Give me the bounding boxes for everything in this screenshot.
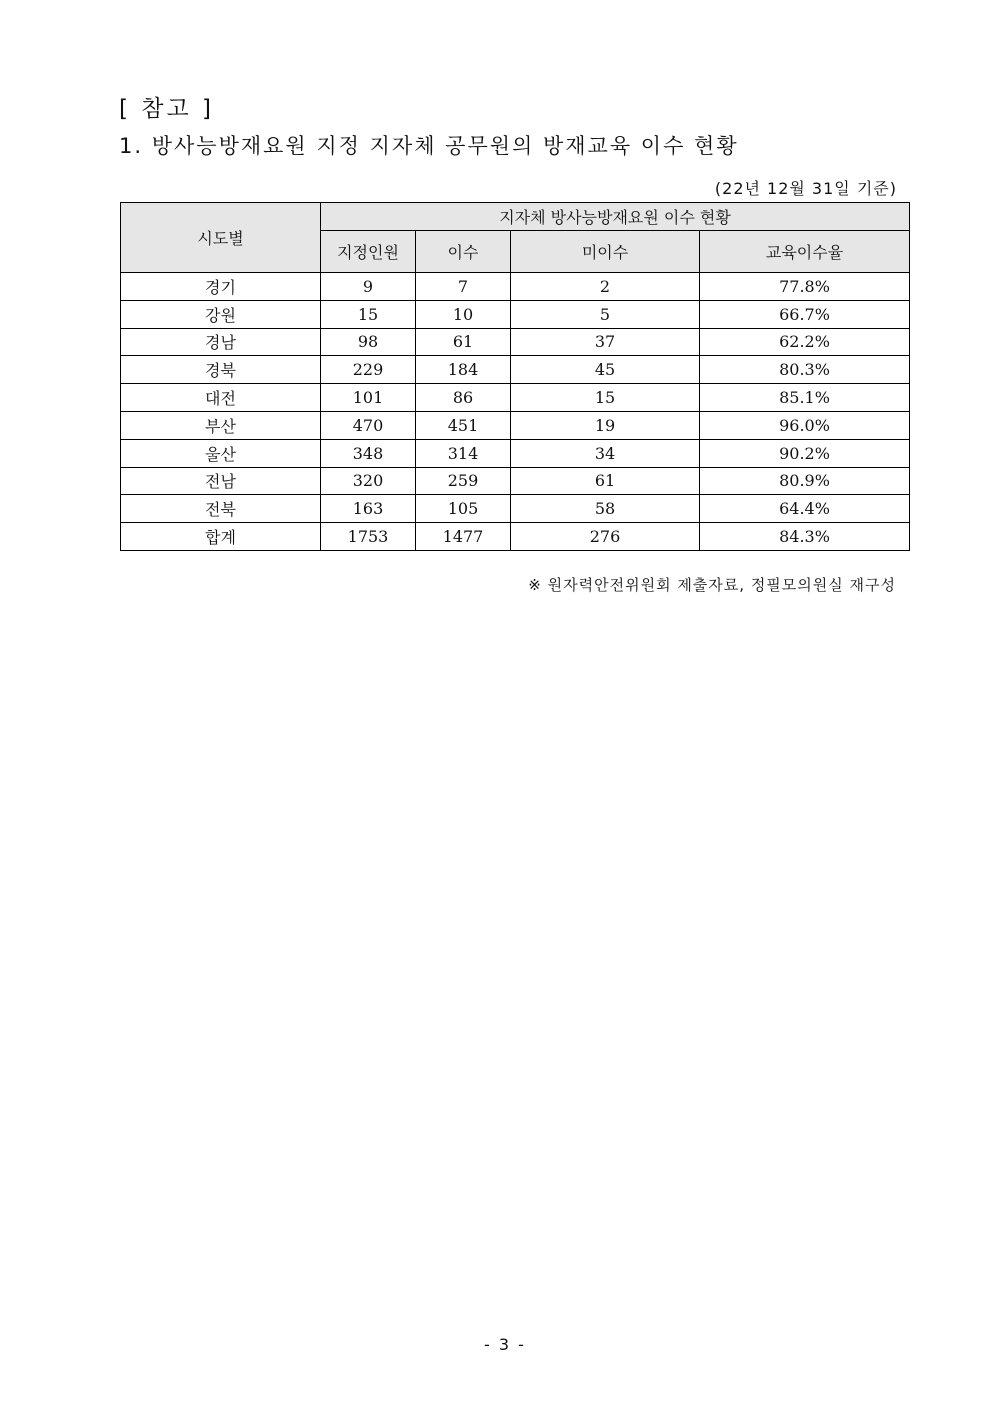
region-cell: 전남: [121, 467, 321, 495]
column-header-rate: 교육이수율: [700, 231, 910, 273]
completed-cell: 1477: [416, 523, 511, 551]
table-row: [121, 439, 910, 467]
rate-cell: 84.3%: [700, 523, 910, 551]
region-cell: 합계: [121, 523, 321, 551]
completed-cell: 61: [416, 328, 511, 356]
completed-cell: 105: [416, 495, 511, 523]
basis-date-note: (22년 12월 31일 기준): [714, 179, 897, 198]
completed-cell: 86: [416, 384, 511, 412]
not-completed-cell: 2: [511, 273, 700, 301]
region-cell: 경기: [121, 273, 321, 301]
region-cell: 울산: [121, 439, 321, 467]
table-row: [121, 467, 910, 495]
page-number: - 3 -: [484, 1335, 526, 1354]
region-cell: 부산: [121, 411, 321, 439]
rate-cell: 80.3%: [700, 356, 910, 384]
designated-cell: 9: [321, 273, 416, 301]
section-label: [ 참고 ]: [119, 96, 215, 122]
not-completed-cell: 15: [511, 384, 700, 412]
source-note: ※ 원자력안전위원회 제출자료, 정필모의원실 재구성: [528, 576, 896, 594]
not-completed-cell: 276: [511, 523, 700, 551]
rate-cell: 96.0%: [700, 411, 910, 439]
designated-cell: 229: [321, 356, 416, 384]
region-cell: 강원: [121, 300, 321, 328]
region-cell: 경남: [121, 328, 321, 356]
completed-cell: 451: [416, 411, 511, 439]
completed-cell: 314: [416, 439, 511, 467]
table-row: [121, 411, 910, 439]
region-cell: 대전: [121, 384, 321, 412]
completed-cell: 259: [416, 467, 511, 495]
designated-cell: 348: [321, 439, 416, 467]
region-header: 시도별: [121, 203, 321, 273]
completed-cell: 10: [416, 300, 511, 328]
rate-cell: 90.2%: [700, 439, 910, 467]
column-header-completed: 이수: [416, 231, 511, 273]
column-header-designated: 지정인원: [321, 231, 416, 273]
not-completed-cell: 61: [511, 467, 700, 495]
designated-cell: 1753: [321, 523, 416, 551]
completed-cell: 7: [416, 273, 511, 301]
column-header-not-completed: 미이수: [511, 231, 700, 273]
not-completed-cell: 19: [511, 411, 700, 439]
table-row: [121, 495, 910, 523]
rate-cell: 77.8%: [700, 273, 910, 301]
rate-cell: 66.7%: [700, 300, 910, 328]
completed-cell: 184: [416, 356, 511, 384]
designated-cell: 15: [321, 300, 416, 328]
not-completed-cell: 58: [511, 495, 700, 523]
table-row: [121, 328, 910, 356]
not-completed-cell: 37: [511, 328, 700, 356]
rate-cell: 80.9%: [700, 467, 910, 495]
table-row: [121, 273, 910, 301]
region-cell: 경북: [121, 356, 321, 384]
training-completion-table: [120, 202, 910, 551]
rate-cell: 85.1%: [700, 384, 910, 412]
table-row: [121, 356, 910, 384]
region-cell: 전북: [121, 495, 321, 523]
not-completed-cell: 34: [511, 439, 700, 467]
not-completed-cell: 5: [511, 300, 700, 328]
designated-cell: 163: [321, 495, 416, 523]
table-row: [121, 300, 910, 328]
rate-cell: 64.4%: [700, 495, 910, 523]
not-completed-cell: 45: [511, 356, 700, 384]
designated-cell: 320: [321, 467, 416, 495]
rate-cell: 62.2%: [700, 328, 910, 356]
table-row: [121, 523, 910, 551]
document-heading: 1. 방사능방재요원 지정 지자체 공무원의 방재교육 이수 현황: [119, 134, 739, 158]
group-header: 지자체 방사능방재요원 이수 현황: [321, 203, 910, 231]
designated-cell: 98: [321, 328, 416, 356]
table-row: [121, 384, 910, 412]
designated-cell: 470: [321, 411, 416, 439]
table-body: [121, 273, 910, 551]
designated-cell: 101: [321, 384, 416, 412]
